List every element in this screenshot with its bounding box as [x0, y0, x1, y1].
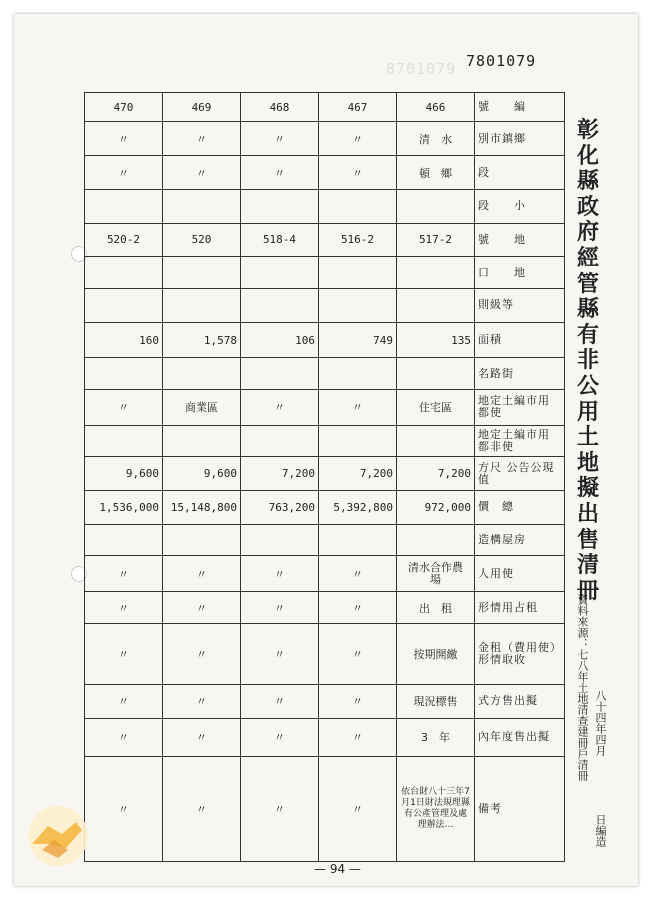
row-header: 備考: [475, 756, 565, 861]
row-header: 方尺 公告公現值: [475, 457, 565, 491]
table-row: [85, 457, 565, 491]
table-cell: 〃: [319, 556, 397, 592]
table-row: [85, 156, 565, 190]
table-cell: [319, 288, 397, 322]
table-cell: [163, 524, 241, 556]
table-cell: 〃: [319, 684, 397, 718]
table-cell: 〃: [319, 718, 397, 756]
table-cell: 商業區: [163, 390, 241, 426]
table-row: [85, 623, 565, 684]
table-cell: 頓 鄉: [397, 156, 475, 190]
table-cell: 依台財八十三年7月1日財法規理縣有公產管理及處理辦法…: [397, 756, 475, 861]
table-cell: 468: [241, 93, 319, 122]
table-cell: 467: [319, 93, 397, 122]
table-cell: 972,000: [397, 491, 475, 525]
row-header: 段 小: [475, 189, 565, 223]
table-cell: [85, 189, 163, 223]
table-cell: 466: [397, 93, 475, 122]
table-cell: 〃: [163, 556, 241, 592]
table-cell: [241, 288, 319, 322]
table-row: [85, 390, 565, 426]
table-cell: [397, 288, 475, 322]
table-cell: 按期開繳: [397, 623, 475, 684]
table-cell: 清 水: [397, 122, 475, 156]
row-header: 價 總: [475, 491, 565, 525]
table-cell: [397, 524, 475, 556]
document-number: 7801079: [466, 52, 537, 70]
table-cell: 7,200: [241, 457, 319, 491]
row-header: 口 地: [475, 257, 565, 289]
table-cell: 3 年: [397, 718, 475, 756]
table-row: [85, 358, 565, 390]
table-cell: 〃: [163, 592, 241, 624]
table-cell: [397, 257, 475, 289]
table-cell: 470: [85, 93, 163, 122]
table-cell: 〃: [85, 756, 163, 861]
row-header: 金租（費用使）形情取收: [475, 623, 565, 684]
table-cell: 出 租: [397, 592, 475, 624]
table-cell: 7,200: [319, 457, 397, 491]
table-cell: [241, 257, 319, 289]
page-number: — 94 —: [314, 862, 361, 876]
table-cell: 520-2: [85, 223, 163, 257]
table-row: [85, 257, 565, 289]
table-cell: 518-4: [241, 223, 319, 257]
table-row: [85, 524, 565, 556]
table-cell: 〃: [163, 684, 241, 718]
table-cell: 5,392,800: [319, 491, 397, 525]
table-cell: [319, 189, 397, 223]
document-page: [14, 14, 638, 886]
table-cell: 106: [241, 322, 319, 358]
table-cell: [85, 358, 163, 390]
table-cell: [85, 257, 163, 289]
table-cell: 清水合作農 場: [397, 556, 475, 592]
table-cell: [163, 189, 241, 223]
table-row: [85, 684, 565, 718]
row-header: 號 地: [475, 223, 565, 257]
table-cell: 〃: [241, 756, 319, 861]
table-row: [85, 223, 565, 257]
row-header: 名路街: [475, 358, 565, 390]
row-header: 內年度售出擬: [475, 718, 565, 756]
table-cell: 〃: [163, 623, 241, 684]
faded-document-number: 8701079: [386, 60, 457, 78]
table-cell: 〃: [319, 390, 397, 426]
table-cell: 〃: [85, 718, 163, 756]
table-cell: 7,200: [397, 457, 475, 491]
row-header: 則級等: [475, 288, 565, 322]
table-cell: 〃: [319, 122, 397, 156]
table-row: [85, 718, 565, 756]
table-cell: 〃: [163, 718, 241, 756]
table-cell: [241, 524, 319, 556]
table-cell: [319, 425, 397, 457]
table-cell: [85, 288, 163, 322]
table-cell: 〃: [85, 122, 163, 156]
table-cell: 〃: [163, 122, 241, 156]
table-cell: 〃: [85, 684, 163, 718]
table-cell: [241, 189, 319, 223]
table-row: [85, 756, 565, 861]
table-cell: 〃: [163, 156, 241, 190]
row-header: 地定土編市用都非使: [475, 425, 565, 457]
date-note: 八十四年四月: [594, 690, 607, 756]
compiled-note: 日編造: [594, 814, 607, 847]
table-cell: 〃: [319, 623, 397, 684]
table-cell: 749: [319, 322, 397, 358]
table-cell: 516-2: [319, 223, 397, 257]
table-cell: 〃: [319, 156, 397, 190]
table-cell: 〃: [85, 390, 163, 426]
table-cell: 〃: [241, 390, 319, 426]
table-cell: 1,536,000: [85, 491, 163, 525]
table-cell: 〃: [85, 156, 163, 190]
table-row: [85, 592, 565, 624]
table-cell: 〃: [241, 592, 319, 624]
table-cell: [163, 288, 241, 322]
table-cell: [319, 358, 397, 390]
row-header: 地定土編市用都使: [475, 390, 565, 426]
row-header: 號 編: [475, 93, 565, 122]
table-cell: 〃: [241, 156, 319, 190]
land-sale-table: [84, 92, 565, 862]
table-cell: 〃: [319, 756, 397, 861]
table-cell: 〃: [241, 718, 319, 756]
table-cell: 現況標售: [397, 684, 475, 718]
table-row: [85, 556, 565, 592]
row-header: 式方售出擬: [475, 684, 565, 718]
table-cell: 1,578: [163, 322, 241, 358]
table-cell: 763,200: [241, 491, 319, 525]
table-row: [85, 122, 565, 156]
row-header: 別市鎮鄉: [475, 122, 565, 156]
row-header: 人用使: [475, 556, 565, 592]
table-cell: [397, 189, 475, 223]
table-cell: 〃: [163, 756, 241, 861]
table-cell: [319, 524, 397, 556]
table-row: [85, 189, 565, 223]
table-cell: 〃: [85, 592, 163, 624]
source-note: 資料來源：七八年土地清查建冊戶清冊: [576, 594, 589, 781]
table-cell: [397, 425, 475, 457]
table-cell: 520: [163, 223, 241, 257]
table-cell: 住宅區: [397, 390, 475, 426]
table-cell: 517-2: [397, 223, 475, 257]
table-cell: 〃: [85, 556, 163, 592]
table-cell: [241, 425, 319, 457]
row-header: 造構屋房: [475, 524, 565, 556]
table-cell: [85, 425, 163, 457]
table-cell: 469: [163, 93, 241, 122]
table-cell: [163, 358, 241, 390]
table-cell: 〃: [85, 623, 163, 684]
table-cell: 9,600: [85, 457, 163, 491]
table-cell: [163, 257, 241, 289]
table-row: [85, 93, 565, 122]
row-header: 面積: [475, 322, 565, 358]
table-cell: [85, 524, 163, 556]
table-cell: 135: [397, 322, 475, 358]
table-row: [85, 425, 565, 457]
table-cell: 〃: [241, 122, 319, 156]
table-cell: 〃: [241, 623, 319, 684]
table-cell: [163, 425, 241, 457]
table-row: [85, 491, 565, 525]
table-cell: 15,148,800: [163, 491, 241, 525]
table-cell: 〃: [241, 684, 319, 718]
table-cell: 160: [85, 322, 163, 358]
table-cell: [319, 257, 397, 289]
table-row: [85, 322, 565, 358]
watermark-logo-icon: [18, 800, 98, 870]
table-row: [85, 288, 565, 322]
row-header: 形情用占租: [475, 592, 565, 624]
document-title: 彰化縣政府經管縣有非公用土地擬出售清冊: [576, 117, 599, 604]
table-cell: [397, 358, 475, 390]
row-header: 段: [475, 156, 565, 190]
table-cell: 〃: [319, 592, 397, 624]
table-cell: [241, 358, 319, 390]
table-cell: 9,600: [163, 457, 241, 491]
table-cell: 〃: [241, 556, 319, 592]
